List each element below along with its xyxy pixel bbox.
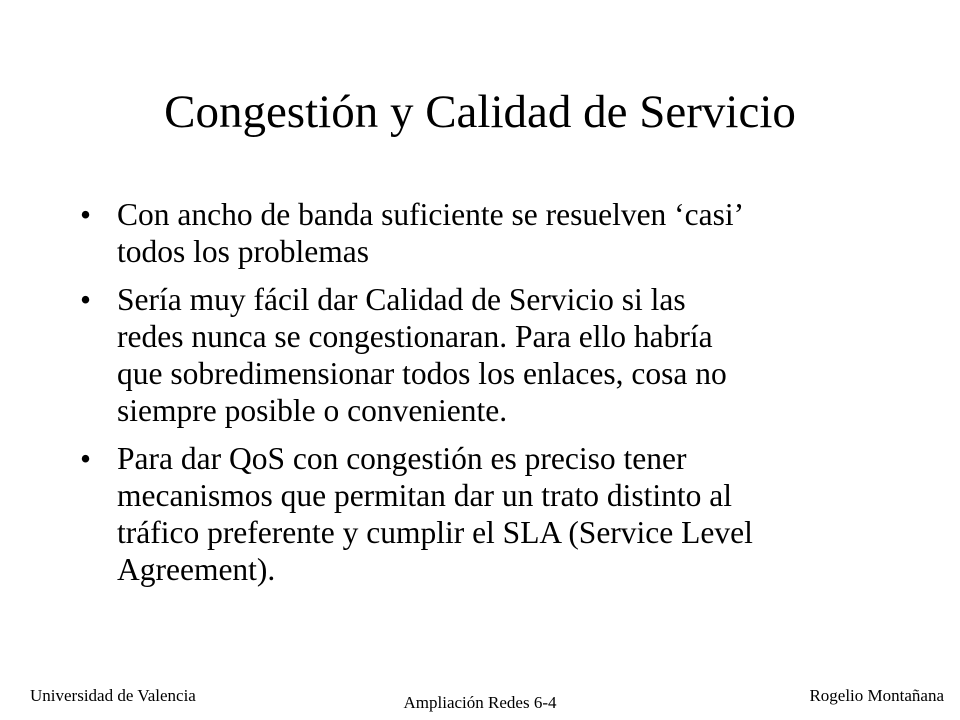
bullet-text bbox=[117, 196, 890, 270]
bullet-line: mecanismos que permitan dar un trato distinto al bbox=[117, 478, 732, 513]
bullet-list bbox=[80, 196, 890, 599]
bullet-item bbox=[80, 440, 890, 588]
bullet-icon: • bbox=[80, 282, 92, 317]
bullet-line: todos los problemas bbox=[117, 234, 369, 269]
bullet-item bbox=[80, 196, 890, 270]
bullet-line: Agreement). bbox=[117, 552, 276, 587]
bullet-line: Con ancho de banda suficiente se resuelven ‘casi’ bbox=[117, 197, 745, 232]
bullet-text bbox=[117, 281, 890, 429]
bullet-text bbox=[117, 440, 890, 588]
bullet-icon: • bbox=[80, 197, 92, 232]
bullet-line: siempre posible o conveniente. bbox=[117, 393, 508, 428]
slide-title: Congestión y Calidad de Servicio bbox=[164, 86, 796, 138]
footer-author: Rogelio Montañana bbox=[809, 686, 944, 705]
bullet-item bbox=[80, 281, 890, 429]
bullet-line: Para dar QoS con congestión es preciso tener bbox=[117, 441, 687, 476]
bullet-line: tráfico preferente y cumplir el SLA (Service Level bbox=[117, 515, 753, 550]
footer-institution: Universidad de Valencia bbox=[30, 686, 196, 705]
footer-slide-number: Ampliación Redes 6-4 bbox=[403, 693, 557, 712]
bullet-line: redes nunca se congestionaran. Para ello habría bbox=[117, 319, 713, 354]
bullet-line: que sobredimensionar todos los enlaces, cosa no bbox=[117, 356, 727, 391]
bullet-line: Sería muy fácil dar Calidad de Servicio si las bbox=[117, 282, 686, 317]
bullet-icon: • bbox=[80, 441, 92, 476]
